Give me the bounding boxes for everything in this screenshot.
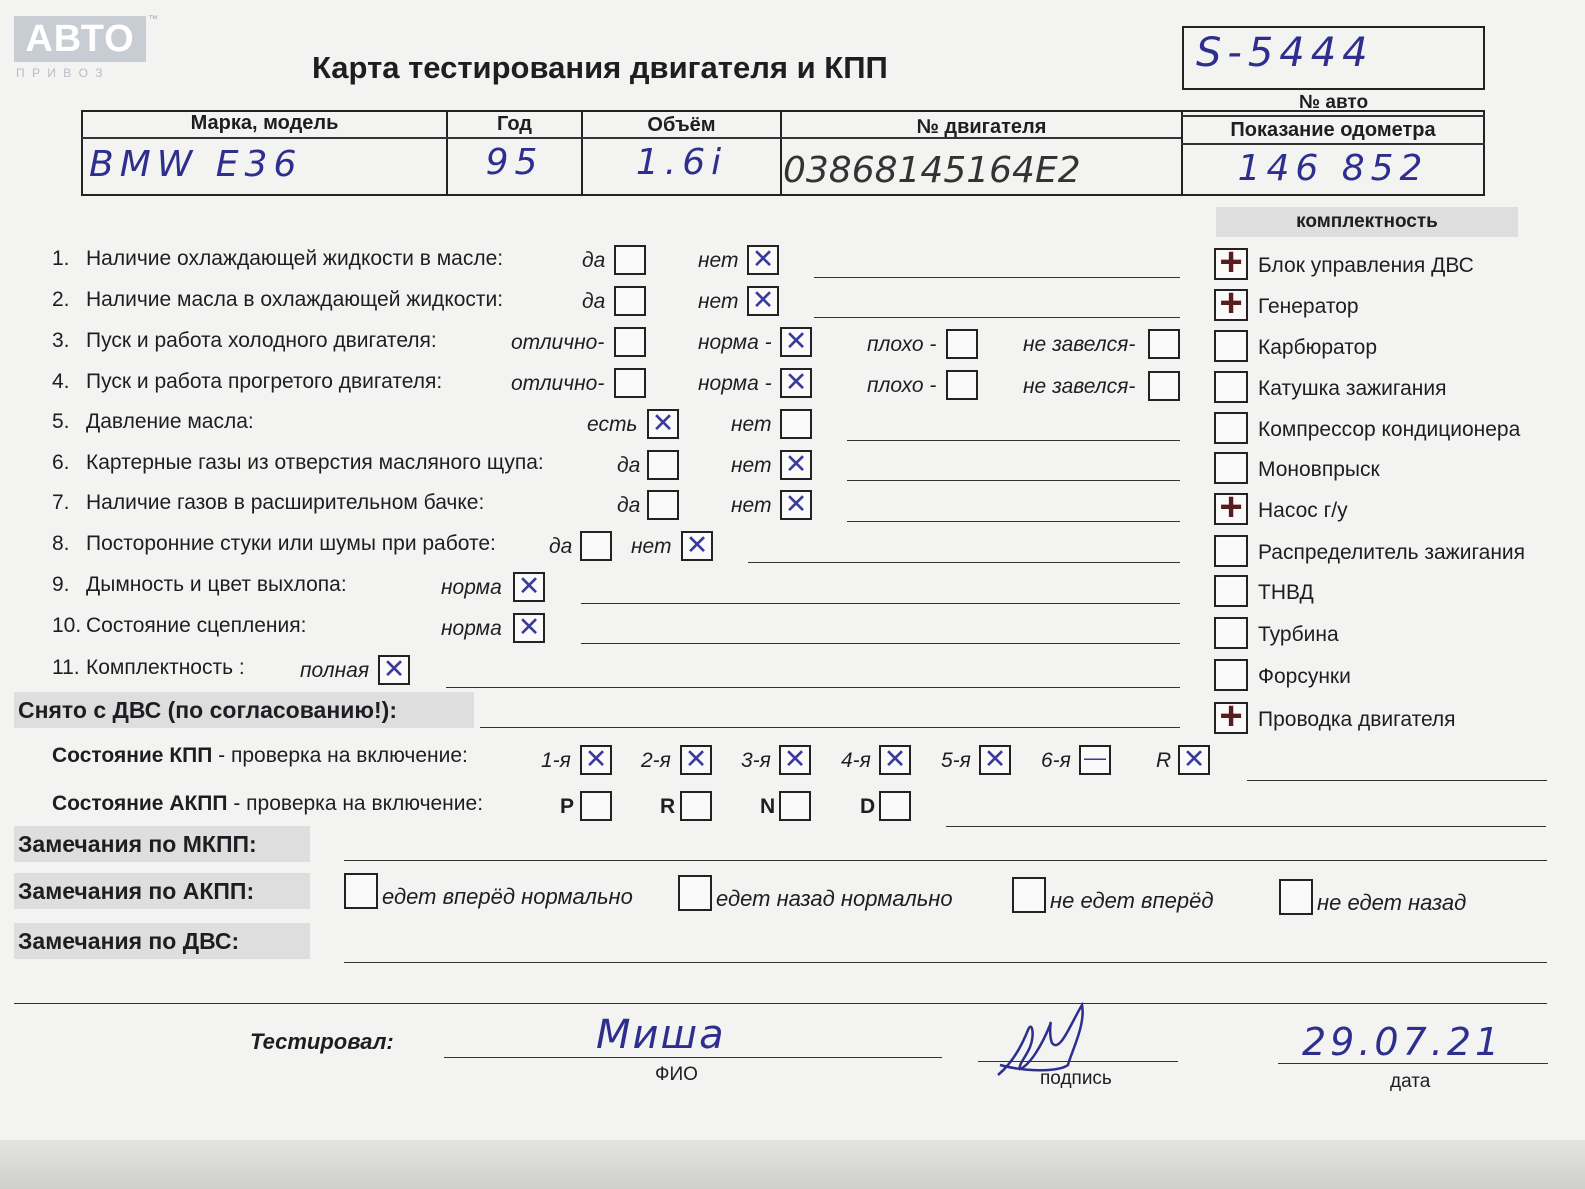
value-odometer: 146 852 [1237,148,1429,189]
completeness-mono-injection-label: Моновпрыск [1258,458,1380,481]
check-9-label: Дымность и цвет выхлопа: [86,573,347,596]
check-4-normal-label: норма - [698,372,772,395]
akpp-d-label: D [860,795,876,818]
value-volume: 1.6i [635,142,728,183]
check-5-line [847,440,1180,441]
check-2-no-label: нет [698,290,739,313]
check-2-num: 2. [52,288,70,311]
check-1-num: 1. [52,247,70,270]
completeness-ignition-coil-box[interactable] [1214,371,1248,403]
remarks-mkpp-line [344,860,1547,861]
akpp-line [946,826,1546,827]
check-4-bad-label: плохо - [867,374,937,397]
akpp-forward-normal-label: едет вперёд нормально [382,884,633,909]
check-7-num: 7. [52,491,70,514]
akpp-p-label: P [560,795,575,818]
check-1-no-label: нет [698,249,739,272]
check-8-line [748,562,1180,563]
check-5-yes-label: есть [587,413,638,436]
gear-r-label: R [1156,749,1172,772]
check-7-yes-label: да [617,494,641,517]
gear-r-box[interactable] [1178,745,1210,775]
page-title: Карта тестирования двигателя и КПП [312,50,888,85]
akpp-r-box[interactable] [680,791,712,821]
completeness-tnvd-box[interactable] [1214,575,1248,607]
check-3-excellent-label: отлично- [511,331,605,354]
akpp-no-forward-box[interactable] [1012,877,1046,913]
check-4-label: Пуск и работа прогретого двигателя: [86,370,443,393]
check-2-yes-box[interactable] [614,286,646,316]
gear-4-box[interactable] [879,745,911,775]
gear-2-box[interactable] [680,745,712,775]
check-3-nostart-box[interactable] [1148,329,1180,359]
check-3-normal-label: норма - [698,331,772,354]
check-8-label: Посторонние стуки или шумы при работе: [86,532,496,555]
completeness-ignition-coil-label: Катушка зажигания [1258,377,1447,400]
check-6-no-box[interactable] [780,450,812,480]
check-6-label: Картерные газы из отверстия масляного щупа: [86,451,544,474]
akpp-d-box[interactable] [879,791,911,821]
check-5-yes-box[interactable] [647,409,679,439]
completeness-turbine-label: Турбина [1258,623,1339,646]
check-8-num: 8. [52,532,70,555]
check-1-yes-box[interactable] [614,245,646,275]
fio-label: ФИО [655,1064,698,1085]
check-2-label: Наличие масла в охлаждающей жидкости: [86,288,504,311]
check-10-num: 10. [52,614,82,637]
check-5-no-label: нет [731,413,772,436]
header-engine-number: № двигателя [916,116,1047,138]
logo-main: АВТО [14,16,146,62]
check-11-option-label: полная [300,659,370,682]
date-label: дата [1390,1071,1431,1092]
separator-line [14,1003,1547,1004]
remarks-mkpp-label: Замечания по МКПП: [18,831,257,857]
completeness-ecu-box[interactable] [1214,248,1248,280]
check-7-no-box[interactable] [780,490,812,520]
kpp-label: Состояние КПП - проверка на включение: [52,744,468,767]
gear-2-label: 2-я [641,749,671,772]
akpp-r-label: R [660,795,676,818]
completeness-tnvd-label: ТНВД [1258,581,1314,604]
check-11-option-box[interactable] [378,655,410,685]
remarks-dvs-line [344,962,1547,963]
check-3-label: Пуск и работа холодного двигателя: [86,329,437,352]
gear-5-box[interactable] [979,745,1011,775]
completeness-wiring-box[interactable] [1214,702,1248,734]
check-6-line [847,480,1180,481]
logo-tm: ™ [148,14,158,25]
akpp-forward-normal-box[interactable] [344,873,378,909]
gear-5-label: 5-я [941,749,971,772]
check-10-label: Состояние сцепления: [86,614,307,637]
check-7-line [847,521,1180,522]
check-6-yes-label: да [617,454,641,477]
check-10-option-box[interactable] [513,613,545,643]
check-4-nostart-label: не завелся- [1023,375,1136,398]
removed-label: Снято с ДВС (по согласованию!): [18,697,397,723]
akpp-no-backward-label: не едет назад [1317,890,1467,915]
completeness-ecu-label: Блок управления ДВС [1258,254,1474,277]
check-10-option-label: норма [441,617,502,640]
check-9-num: 9. [52,573,70,596]
check-6-num: 6. [52,451,70,474]
value-brand: BMW E36 [89,144,303,185]
check-2-yes-label: да [582,290,606,313]
check-1-label: Наличие охлаждающей жидкости в масле: [86,247,504,270]
completeness-injectors-box[interactable] [1214,659,1248,691]
akpp-p-box[interactable] [580,791,612,821]
check-1-no-box[interactable] [747,245,779,275]
check-2-line [814,317,1180,318]
gear-4-label: 4-я [841,749,871,772]
check-8-yes-label: да [549,535,573,558]
remarks-akpp-label: Замечания по АКПП: [18,878,255,904]
akpp-n-box[interactable] [779,791,811,821]
akpp-no-backward-box[interactable] [1279,879,1313,915]
check-7-label: Наличие газов в расширительном бачке: [86,491,485,514]
completeness-ac-compressor-label: Компрессор кондиционера [1258,418,1521,441]
gear-6-box[interactable] [1079,745,1111,775]
date-value: 29.07.21 [1302,1020,1504,1064]
check-4-bad-box[interactable] [946,370,978,400]
check-3-excellent-box[interactable] [614,327,646,357]
completeness-ps-pump-label: Насос г/у [1258,499,1348,522]
gear-3-label: 3-я [741,749,771,772]
akpp-backward-normal-label: едет назад нормально [716,886,953,911]
check-3-bad-box[interactable] [946,329,978,359]
gear-1-label: 1-я [541,749,571,772]
completeness-turbine-box[interactable] [1214,617,1248,649]
header-brand: Марка, модель [190,112,339,134]
check-9-option-label: норма [441,576,502,599]
check-5-no-box[interactable] [780,409,812,439]
check-3-num: 3. [52,329,70,352]
check-9-option-box[interactable] [513,572,545,602]
logo [14,14,158,82]
check-9-line [581,603,1180,604]
check-1-yes-label: да [582,249,606,272]
completeness-wiring-label: Проводка двигателя [1258,708,1456,731]
logo-sub: П Р И В О З [16,66,105,80]
gear-1-box[interactable] [580,745,612,775]
check-11-line [446,687,1180,688]
check-3-bad-label: плохо - [867,333,937,356]
completeness-generator-box[interactable] [1214,289,1248,321]
check-3-normal-box[interactable] [780,327,812,357]
check-11-num: 11. [52,656,80,679]
check-8-yes-box[interactable] [580,531,612,561]
check-6-yes-box[interactable] [647,450,679,480]
completeness-injectors-label: Форсунки [1258,665,1351,688]
check-4-excellent-label: отлично- [511,372,605,395]
check-7-no-label: нет [731,494,772,517]
header-odometer: Показание одометра [1230,119,1436,141]
check-4-nostart-box[interactable] [1148,371,1180,401]
check-10-line [581,643,1180,644]
check-4-normal-box[interactable] [780,368,812,398]
check-2-no-box[interactable] [747,286,779,316]
completeness-carburetor-label: Карбюратор [1258,336,1378,359]
check-4-num: 4. [52,370,70,393]
check-5-label: Давление масла: [86,410,254,433]
car-number-label: № авто [1298,92,1369,113]
completeness-distributor-label: Распределитель зажигания [1258,541,1526,564]
akpp-label: Состояние АКПП - проверка на включение: [52,792,484,815]
completeness-ps-pump-box[interactable] [1214,493,1248,525]
completeness-generator-label: Генератор [1258,295,1359,318]
akpp-backward-normal-box[interactable] [678,875,712,911]
completeness-carburetor-box[interactable] [1214,330,1248,362]
check-11-label: Комплектность : [86,656,245,679]
tested-label: Тестировал: [250,1029,394,1054]
header-volume: Объём [647,114,716,136]
removed-line [480,727,1180,728]
remarks-dvs-label: Замечания по ДВС: [18,928,240,954]
check-6-no-label: нет [731,454,772,477]
info-table [81,110,1485,196]
gear-6-label: 6-я [1041,749,1071,772]
check-7-yes-box[interactable] [647,490,679,520]
completeness-distributor-box[interactable] [1214,535,1248,567]
value-engine-number: 03868145164E2 [783,150,1081,191]
tester-name: Миша [596,1012,726,1058]
akpp-n-label: N [760,795,776,818]
value-year: 95 [485,142,544,183]
akpp-no-forward-label: не едет вперёд [1050,888,1214,913]
completeness-ac-compressor-box[interactable] [1214,412,1248,444]
completeness-title: комплектность [1296,211,1438,232]
kpp-line [1247,780,1547,781]
signature-label: подпись [1040,1068,1112,1089]
check-5-num: 5. [52,410,70,433]
gear-3-box[interactable] [779,745,811,775]
check-4-excellent-box[interactable] [614,368,646,398]
check-8-no-label: нет [631,535,672,558]
car-number-value: S-5444 [1196,30,1374,76]
check-3-nostart-label: не завелся- [1023,333,1136,356]
check-1-line [814,277,1180,278]
completeness-mono-injection-box[interactable] [1214,452,1248,484]
header-year: Год [497,113,532,135]
paper-shadow [0,1140,1585,1189]
check-8-no-box[interactable] [681,531,713,561]
